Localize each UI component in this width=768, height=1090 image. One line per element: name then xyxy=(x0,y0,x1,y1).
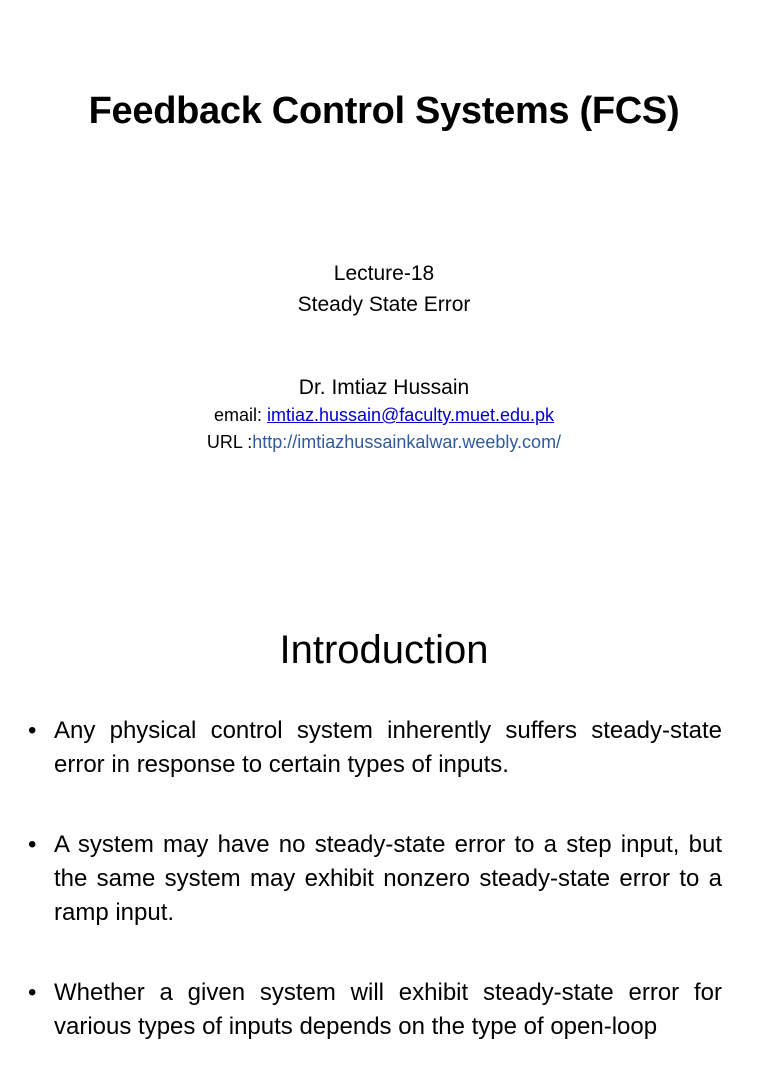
email-line xyxy=(0,402,768,429)
lecture-info xyxy=(0,258,768,320)
email-label: email: xyxy=(213,405,267,425)
slide-heading: Introduction xyxy=(279,628,489,672)
contact-info xyxy=(0,402,768,456)
email-link[interactable]: imtiaz.hussain@faculty.muet.edu.pk xyxy=(266,405,555,425)
author-name: Dr. Imtiaz Hussain xyxy=(298,376,470,399)
url-label: URL : xyxy=(206,432,253,452)
bullet-list xyxy=(28,714,722,1090)
bullet-item: • A system may have no steady-state error to a step input, but the same system may exhibit nonzero steady-state error to a ramp input. xyxy=(28,828,722,930)
introduction-slide xyxy=(0,560,768,1040)
slide-title: Feedback Control Systems (FCS) xyxy=(88,90,680,132)
bullet-item: • Any physical control system inherently suffers steady-state error in response to certain types of inputs. xyxy=(28,714,722,782)
bullet-item: • Whether a given system will exhibit steady-state error for various types of inputs depends on the type of open-loop xyxy=(28,976,722,1044)
lecture-number: Lecture-18 xyxy=(333,262,435,285)
url-line xyxy=(0,429,768,456)
url-link[interactable]: http://imtiazhussainkalwar.weebly.com/ xyxy=(252,432,562,452)
lecture-topic: Steady State Error xyxy=(297,293,471,316)
